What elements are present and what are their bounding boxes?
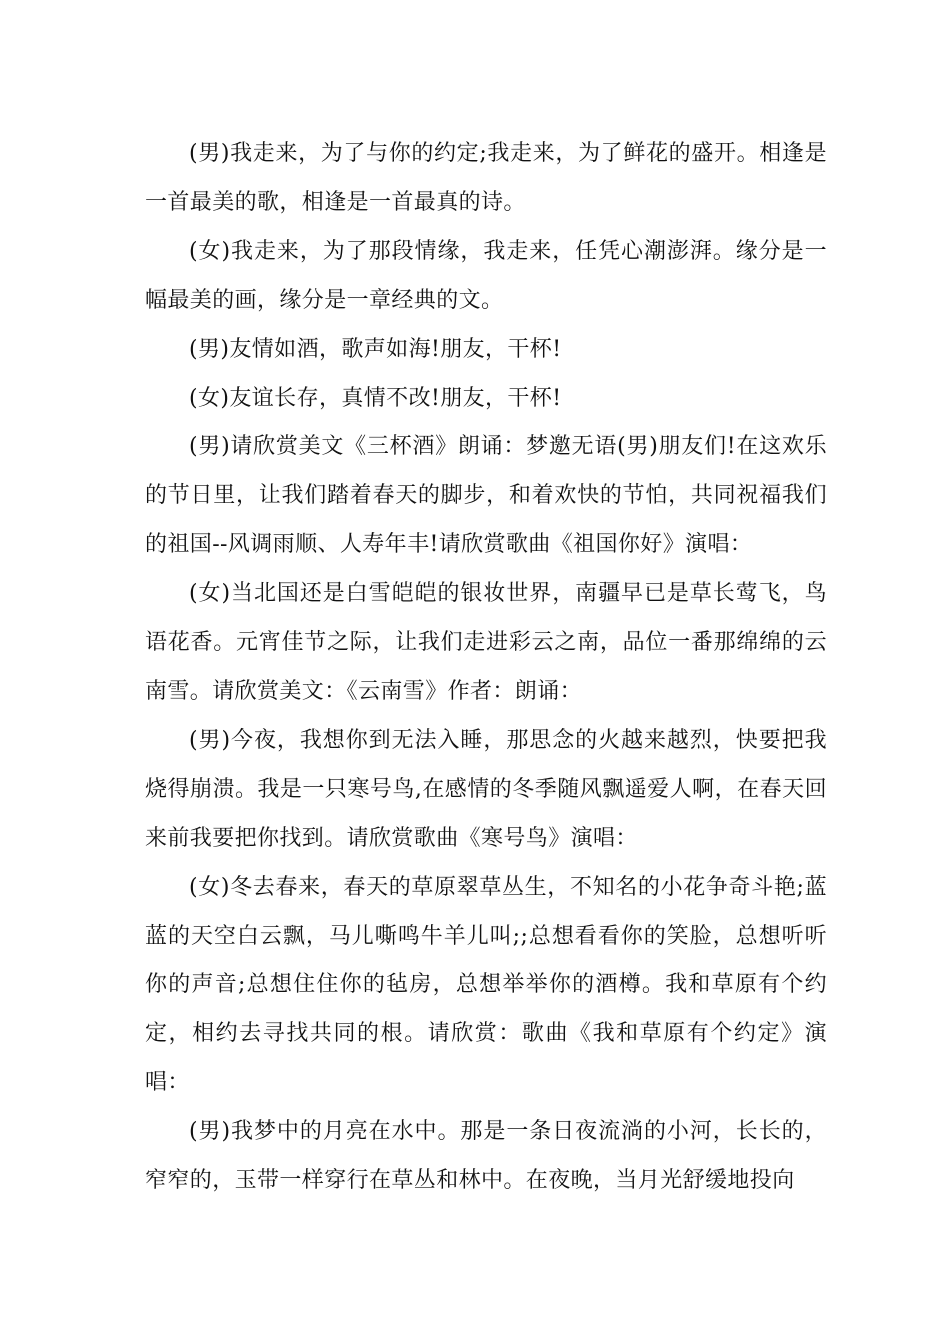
- paragraph-male-1: (男)我走来，为了与你的约定;我走来，为了鲜花的盛开。相逢是一首最美的歌，相逢是一首最真的诗。: [145, 141, 827, 215]
- paragraph-female-3: (女)当北国还是白雪皑皑的银妆世界，南疆早已是草长莺飞，鸟语花香。元宵佳节之际，让我们走进彩云之南，品位一番那绵绵的云南雪。请欣赏美文：《云南雪》作者：朗诵：: [145, 581, 827, 704]
- paragraph-female-2: (女)友谊长存，真情不改!朋友，干杯!: [189, 385, 562, 411]
- paragraph-male-2: (男)友情如酒，歌声如海!朋友，干杯!: [189, 336, 562, 362]
- paragraph-male-4: (男)今夜，我想你到无法入睡，那思念的火越来越烈，快要把我烧得崩溃。我是一只寒号鸟,在感情的冬季随风飘遥爱人啊，在春天回来前我要把你找到。请欣赏歌曲《寒号鸟》演唱：: [145, 727, 827, 851]
- paragraph-male-3: (男)请欣赏美文《三杯酒》朗诵：梦邀无语(男)朋友们!在这欢乐的节日里，让我们踏着春天的脚步，和着欢快的节怕，共同祝福我们的祖国--风调雨顺、人寿年丰!请欣赏歌曲《祖国你好》演唱：: [145, 434, 827, 558]
- paragraph-female-4: (女)冬去春来，春天的草原翠草丛生，不知名的小花争奇斗艳;蓝蓝的天空白云飘，马儿嘶鸣牛羊儿叫;;总想看看你的笑脸，总想听听你的声音;总想住住你的毡房，总想举举你的酒樽。我和草原有个约定，相约去寻找共同的根。请欣赏：歌曲《我和草原有个约定》演唱：: [145, 874, 827, 1096]
- paragraph-female-1: (女)我走来，为了那段情缘，我走来，任凭心潮澎湃。缘分是一幅最美的画，缘分是一章经典的文。: [145, 238, 827, 313]
- document-body: [145, 130, 827, 1206]
- paragraph-male-5: (男)我梦中的月亮在水中。那是一条日夜流淌的小河，长长的，窄窄的，玉带一样穿行在草丛和林中。在夜晚，当月光舒缓地投向: [145, 1119, 827, 1194]
